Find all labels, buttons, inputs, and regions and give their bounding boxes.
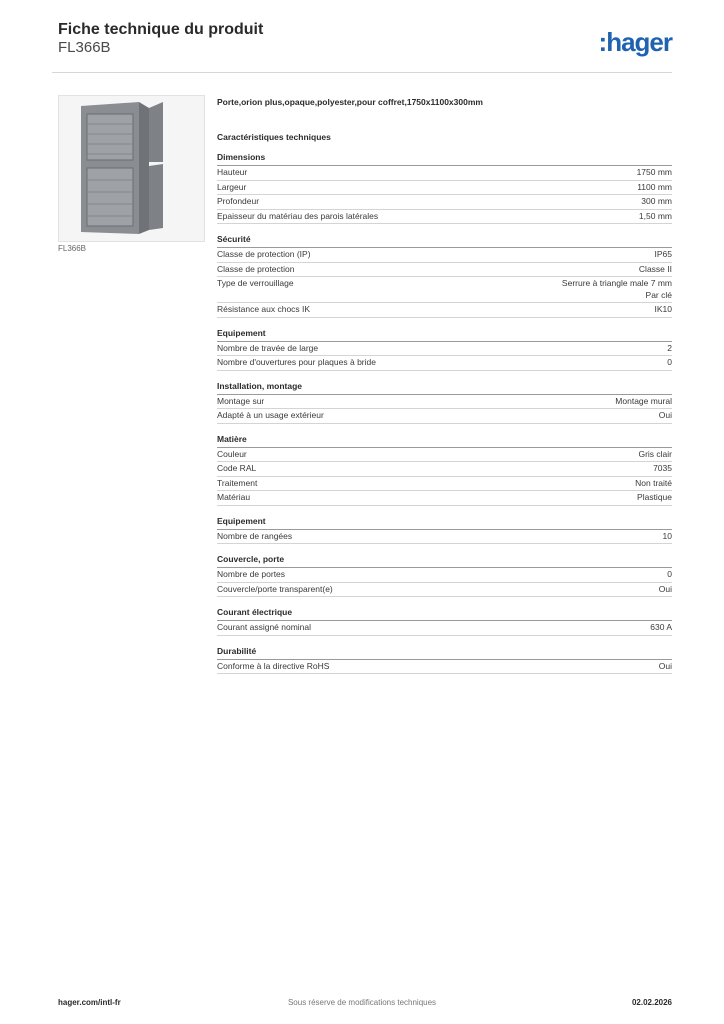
image-caption: FL366B xyxy=(58,244,87,253)
spec-value-line: Oui xyxy=(658,660,672,671)
spec-value-line: 10 xyxy=(662,530,672,541)
spec-value xyxy=(637,167,672,179)
spec-value-line: Serrure à triangle male 7 mm xyxy=(561,278,672,288)
spec-value xyxy=(650,622,672,634)
spec-row xyxy=(217,448,672,463)
spec-value-line: IK10 xyxy=(654,304,672,314)
spec-value xyxy=(653,463,672,475)
spec-value-line: 0 xyxy=(667,569,672,579)
spec-value xyxy=(637,492,672,504)
cabinet-product-photo-icon xyxy=(59,96,204,241)
spec-row xyxy=(217,491,672,506)
spec-label: Epaisseur du matériau des parois latérales xyxy=(217,210,379,221)
spec-label: Classe de protection (IP) xyxy=(217,249,311,259)
spec-row xyxy=(217,568,672,583)
spec-value-line: Oui xyxy=(658,583,672,594)
spec-label: Montage sur xyxy=(217,395,265,406)
spec-label: Nombre de travée de large xyxy=(217,342,319,353)
spec-group-title: Matière xyxy=(217,434,672,448)
spec-value xyxy=(659,410,672,422)
spec-label: Matériau xyxy=(217,492,251,502)
footer-disclaimer: Sous réserve de modifications techniques xyxy=(287,998,437,1007)
spec-value-line: IP65 xyxy=(654,249,672,259)
spec-row xyxy=(217,181,672,196)
spec-value xyxy=(637,182,672,194)
spec-heading: Caractéristiques techniques xyxy=(217,132,331,142)
spec-value-line: Montage mural xyxy=(615,395,672,406)
spec-label: Largeur xyxy=(217,181,247,192)
spec-row xyxy=(217,166,672,181)
product-reference: FL366B xyxy=(58,39,111,56)
hager-logo: :hager xyxy=(598,27,672,57)
spec-label: Nombre de portes xyxy=(217,569,286,579)
spec-group-title: Courant électrique xyxy=(217,607,672,621)
spec-label: Classe de protection xyxy=(217,263,295,274)
spec-label: Résistance aux chocs IK xyxy=(217,304,311,314)
spec-row xyxy=(217,583,672,598)
spec-value-line: Gris clair xyxy=(638,448,672,459)
spec-value-line: 2 xyxy=(667,342,672,353)
spec-row xyxy=(217,248,672,263)
spec-label: Code RAL xyxy=(217,463,257,473)
spec-row xyxy=(217,395,672,410)
spec-label: Conforme à la directive RoHS xyxy=(217,660,330,671)
spec-group-title: Dimensions xyxy=(217,152,672,166)
product-image xyxy=(58,95,205,242)
spec-value xyxy=(667,357,672,369)
spec-value xyxy=(659,661,672,673)
spec-label: Couvercle/porte transparent(e) xyxy=(217,583,333,594)
spec-row xyxy=(217,660,672,675)
spec-row xyxy=(217,621,672,636)
spec-value-line: Par clé xyxy=(645,289,672,300)
spec-value-line: 630 A xyxy=(650,622,672,632)
spec-row xyxy=(217,462,672,477)
spec-value xyxy=(655,249,673,261)
header-divider xyxy=(52,72,672,73)
spec-value-line: Non traité xyxy=(635,477,672,488)
spec-value xyxy=(635,478,672,490)
spec-value-line: Classe II xyxy=(638,263,672,274)
spec-value-line: 1,50 mm xyxy=(638,210,672,221)
spec-group-title: Equipement xyxy=(217,516,672,530)
spec-value xyxy=(562,278,672,301)
spec-row xyxy=(217,356,672,371)
spec-value xyxy=(659,584,672,596)
spec-group-title: Durabilité xyxy=(217,646,672,660)
spec-value xyxy=(639,211,672,223)
spec-label: Couleur xyxy=(217,448,247,459)
spec-label: Nombre d'ouvertures pour plaques à bride xyxy=(217,357,376,367)
spec-row xyxy=(217,477,672,492)
spec-label: Traitement xyxy=(217,477,258,488)
spec-row xyxy=(217,409,672,424)
spec-section xyxy=(217,96,672,674)
footer-website-link[interactable]: hager.com/intl-fr xyxy=(58,998,121,1007)
spec-row xyxy=(217,303,672,318)
spec-value-line: Oui xyxy=(658,410,672,420)
spec-row xyxy=(217,277,672,303)
spec-value xyxy=(639,264,672,276)
footer-date: 02.02.2026 xyxy=(631,998,672,1007)
spec-label: Adapté à un usage extérieur xyxy=(217,410,324,420)
spec-value xyxy=(663,531,672,543)
spec-row xyxy=(217,263,672,278)
spec-label: Courant assigné nominal xyxy=(217,622,312,632)
spec-label: Hauteur xyxy=(217,167,248,177)
spec-value xyxy=(641,196,672,208)
spec-row xyxy=(217,195,672,210)
spec-label: Type de verrouillage xyxy=(217,278,294,288)
product-description: Porte,orion plus,opaque,polyester,pour coffret,1750x1100x300mm xyxy=(217,97,483,107)
spec-row xyxy=(217,342,672,357)
spec-group-title: Sécurité xyxy=(217,234,672,248)
spec-group-title: Equipement xyxy=(217,328,672,342)
spec-value xyxy=(667,343,672,355)
spec-value xyxy=(615,396,672,408)
spec-value-line: 1750 mm xyxy=(636,167,672,177)
spec-row xyxy=(217,530,672,545)
spec-value-line: 7035 xyxy=(653,463,672,473)
spec-value-line: 300 mm xyxy=(641,196,672,206)
page-title: Fiche technique du produit xyxy=(58,21,264,38)
spec-value xyxy=(667,569,672,581)
spec-group-title: Installation, montage xyxy=(217,381,672,395)
spec-row xyxy=(217,210,672,225)
spec-value-line: Plastique xyxy=(637,492,672,502)
spec-value-line: 0 xyxy=(667,357,672,367)
spec-value xyxy=(638,449,672,461)
spec-label: Profondeur xyxy=(217,196,260,206)
spec-value xyxy=(655,304,673,316)
spec-label: Nombre de rangées xyxy=(217,530,293,541)
spec-value-line: 1100 mm xyxy=(637,181,672,192)
spec-group-title: Couvercle, porte xyxy=(217,554,672,568)
